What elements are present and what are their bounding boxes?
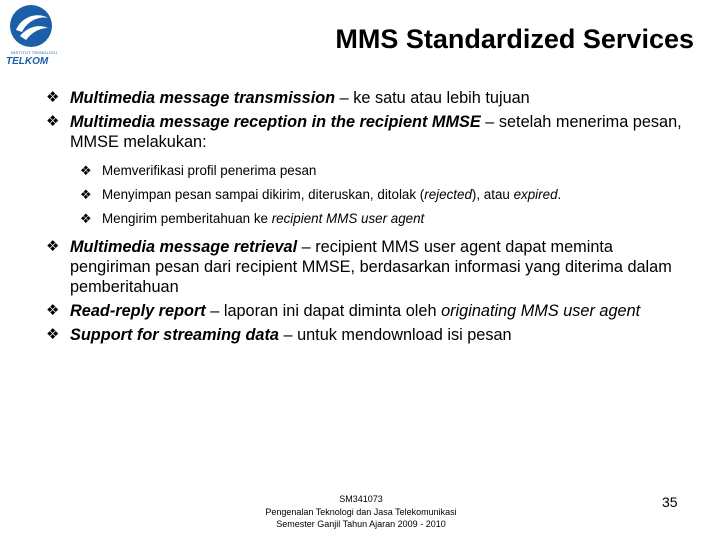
sub-bullet-item: [80, 162, 696, 179]
footer: [250, 493, 472, 531]
diamond-bullet-icon: ❖: [80, 187, 92, 202]
sub-item-text: Memverifikasi profil penerima pesan: [102, 163, 317, 178]
bullet-item: [46, 88, 696, 108]
bullet-item: [46, 301, 696, 321]
sub-item-italic: recipient MMS user agent: [271, 211, 425, 226]
logo-brand-text: TELKOM: [6, 56, 49, 67]
footer-semester: Semester Ganjil Tahun Ajaran 2009 - 2010: [276, 519, 446, 529]
footer-course-code: SM341073: [339, 494, 383, 504]
telkom-logo-icon: [8, 4, 54, 48]
footer-course-name: Pengenalan Teknologi dan Jasa Telekomunikasi: [265, 506, 457, 517]
page-number: 35: [662, 494, 678, 510]
item-italic: originating MMS user agent: [441, 302, 641, 320]
item-term: Multimedia message transmission: [70, 89, 336, 107]
bullet-item: [46, 237, 696, 297]
slide-title: MMS Standardized Services: [335, 24, 694, 54]
item-term: Multimedia message retrieval: [70, 238, 298, 256]
item-text: – untuk mendownload isi pesan: [278, 326, 512, 344]
sub-list: [80, 162, 696, 227]
item-term: Support for streaming data: [70, 326, 279, 344]
diamond-bullet-icon: ❖: [46, 238, 60, 255]
sub-item-text: Menyimpan pesan sampai dikirim, diteruskan, ditolak (: [102, 187, 425, 202]
item-text: – recipient MMS user agent dapat meminta pengiriman pesan dari recipient MMSE, berdasarkan informasi yang diterima dalam pemberitahuan: [70, 238, 672, 296]
item-term: Read-reply report: [70, 302, 206, 320]
bullet-item: [46, 112, 696, 152]
logo-institute-text: INSTITUT TEKNOLOGI: [11, 50, 57, 55]
sub-item-text: Mengirim pemberitahuan ke: [102, 211, 272, 226]
diamond-bullet-icon: ❖: [80, 211, 92, 226]
sub-bullet-item: [80, 210, 696, 227]
telkom-logo: [4, 4, 64, 66]
item-text: – laporan ini dapat diminta oleh: [205, 302, 442, 320]
diamond-bullet-icon: ❖: [80, 163, 92, 178]
sub-item-italic: rejected: [424, 187, 472, 202]
diamond-bullet-icon: ❖: [46, 113, 60, 130]
diamond-bullet-icon: ❖: [46, 326, 60, 343]
sub-item-text: .: [557, 187, 562, 202]
sub-item-text: ), atau: [471, 187, 514, 202]
diamond-bullet-icon: ❖: [46, 302, 60, 319]
item-text: – setelah menerima pesan, MMSE melakukan:: [70, 113, 682, 151]
slide-content: [46, 88, 696, 345]
item-text: – ke satu atau lebih tujuan: [335, 89, 530, 107]
sub-item-italic: expired: [513, 187, 558, 202]
bullet-item: [46, 325, 696, 345]
sub-bullet-item: [80, 186, 696, 203]
item-term: Multimedia message reception in the recipient MMSE: [70, 113, 481, 131]
diamond-bullet-icon: ❖: [46, 89, 60, 106]
